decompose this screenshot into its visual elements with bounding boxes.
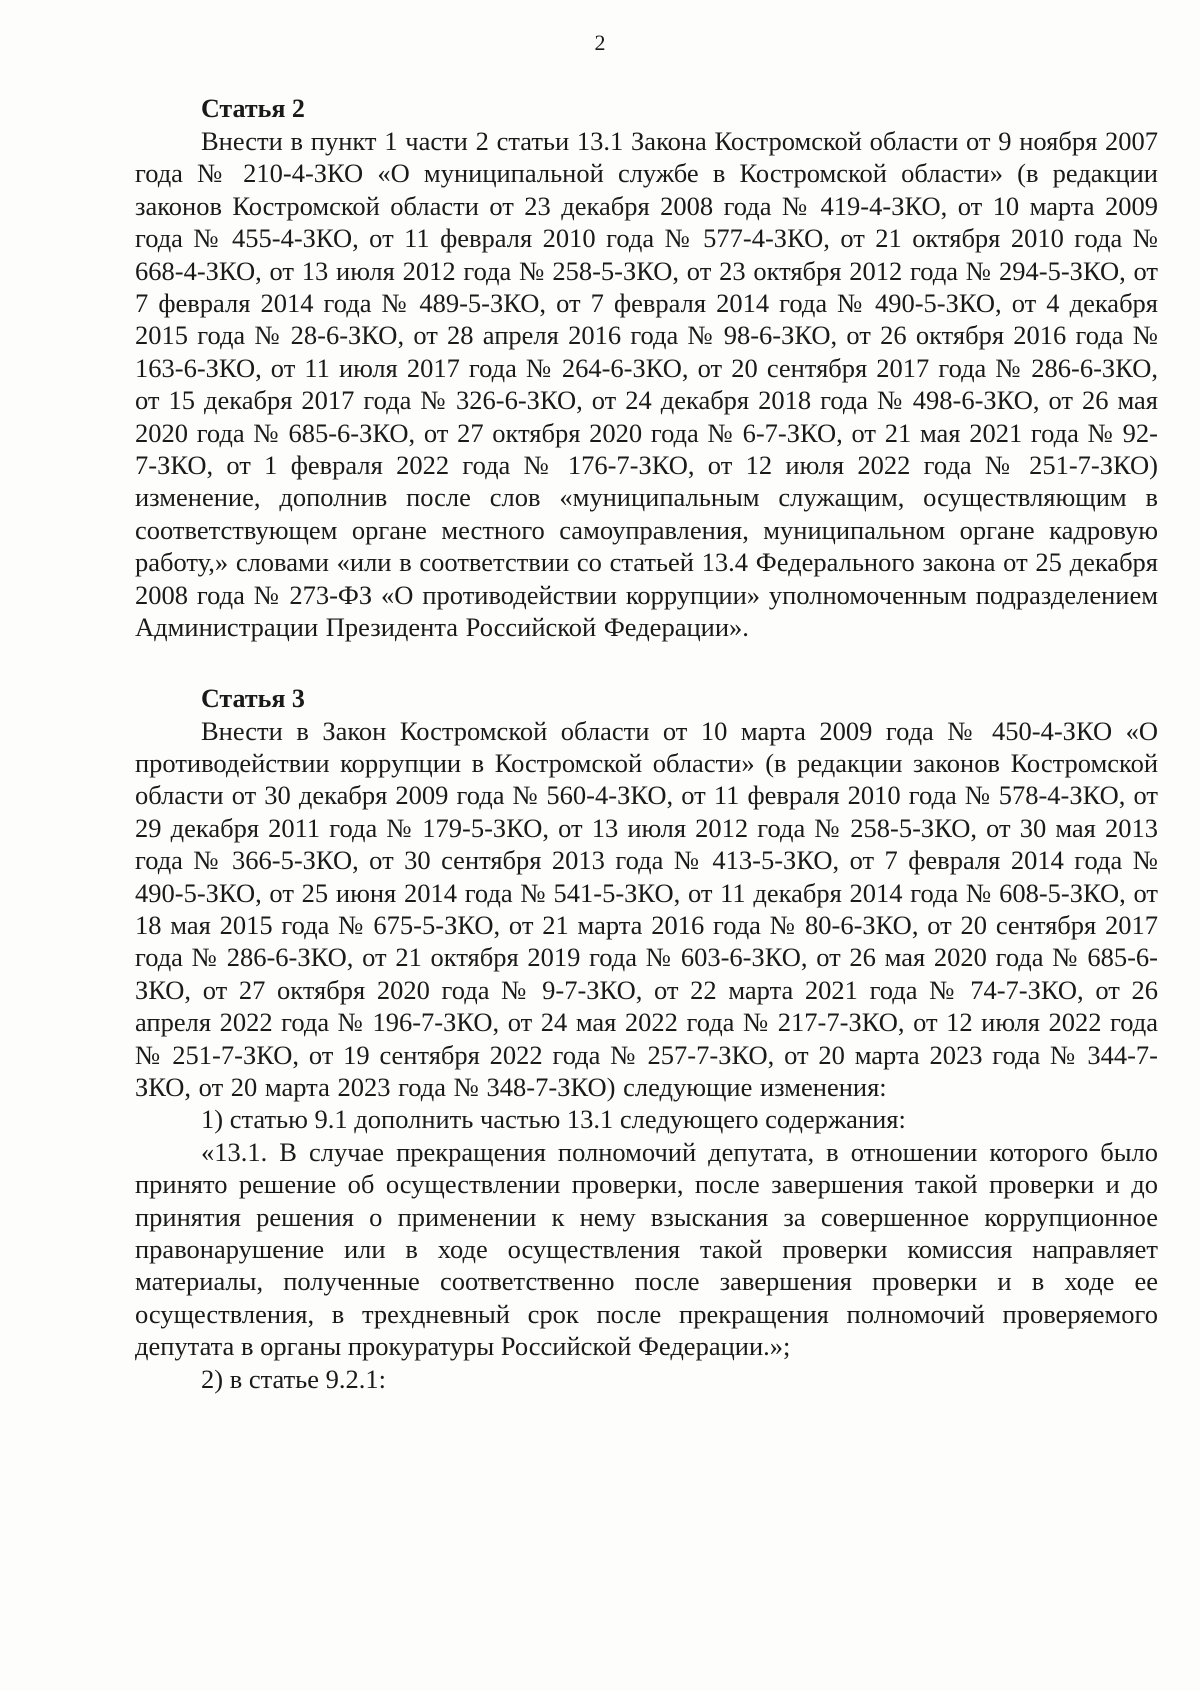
article-3-intro: Внести в Закон Костромской области от 10 марта 2009 года № 450-4-ЗКО «О противодействии коррупции в Костромской области» (в редакции законов Костромской области от 30 декабря 2009 года № 560-4-ЗКО, от 11 февраля 2010 года № 578-4-ЗКО, от 29 декабря 2011 года № 179-5-ЗКО, от 13 июля 2012 года № 258-5-ЗКО, от 30 мая 2013 года № 366-5-ЗКО, от 30 сентября 2013 года № 413-5-ЗКО, от 7 февраля 2014 года № 490-5-ЗКО, от 25 июня 2014 года № 541-5-ЗКО, от 11 декабря 2014 года № 608-5-ЗКО, от 18 мая 2015 года № 675-5-ЗКО, от 21 марта 2016 года № 80-6-ЗКО, от 20 сентября 2017 года № 286-6-ЗКО, от 21 октября 2019 года № 603-6-ЗКО, от 26 мая 2020 года № 685-6-ЗКО, от 27 октября 2020 года № 9-7-ЗКО, от 22 марта 2021 года № 74-7-ЗКО, от 26 апреля 2022 года № 196-7-ЗКО, от 24 мая 2022 года № 217-7-ЗКО, от 12 июля 2022 года № 251-7-ЗКО, от 19 сентября 2022 года № 257-7-ЗКО, от 20 марта 2023 года № 344-7-ЗКО, от 20 марта 2023 года № 348-7-ЗКО) следующие изменения:	[135, 715, 1158, 1102]
article-2-heading: Статья 2	[201, 94, 305, 123]
document-body	[135, 92, 1158, 1395]
section-gap	[135, 644, 1158, 682]
article-3-heading: Статья 3	[201, 683, 305, 713]
article-3-quote: «13.1. В случае прекращения полномочий депутата, в отношении которого было принято решение об осуществлении проверки, после завершения такой проверки и до принятия решения о применении к нему взыскания за совершенное коррупционное правонарушение или в ходе осуществления такой проверки комиссия направляет материалы, полученные соответственно после завершения проверки и в ходе ее осуществления, в трехдневный срок после прекращения полномочий проверяемого депутата в органы прокуратуры Российской Федерации.»;	[135, 1136, 1158, 1362]
article-3-item-1: 1) статью 9.1 дополнить частью 13.1 следующего содержания:	[201, 1104, 906, 1135]
article-3-item-2: 2) в статье 9.2.1:	[201, 1363, 386, 1394]
article-2-text: Внести в пункт 1 части 2 статьи 13.1 Закона Костромской области от 9 ноября 2007 года № 210-4-ЗКО «О муниципальной службе в Костромской области» (в редакции законов Костромской области от 23 декабря 2008 года № 419-4-ЗКО, от 10 марта 2009 года № 455-4-ЗКО, от 11 февраля 2010 года № 577-4-ЗКО, от 21 октября 2010 года № 668-4-ЗКО, от 13 июля 2012 года № 258-5-ЗКО, от 23 октября 2012 года № 294-5-ЗКО, от 7 февраля 2014 года № 489-5-ЗКО, от 7 февраля 2014 года № 490-5-ЗКО, от 4 декабря 2015 года № 28-6-ЗКО, от 28 апреля 2016 года № 98-6-ЗКО, от 26 октября 2016 года № 163-6-ЗКО, от 11 июля 2017 года № 264-6-ЗКО, от 20 сентября 2017 года № 286-6-ЗКО, от 15 декабря 2017 года № 326-6-ЗКО, от 24 декабря 2018 года № 498-6-ЗКО, от 26 мая 2020 года № 685-6-ЗКО, от 27 октября 2020 года № 6-7-ЗКО, от 21 мая 2021 года № 92-7-ЗКО, от 1 февраля 2022 года № 176-7-ЗКО, от 12 июля 2022 года № 251-7-ЗКО) изменение, дополнив после слов «муниципальным служащим, осуществляющим в соответствующем органе местного самоуправления, муниципальном органе кадровую работу,» словами «или в соответствии со статьей 13.4 Федерального закона от 25 декабря 2008 года № 273-ФЗ «О противодействии коррупции» уполномоченным подразделением Администрации Президента Российской Федерации».	[135, 126, 1158, 643]
page-number: 2	[594, 30, 606, 55]
